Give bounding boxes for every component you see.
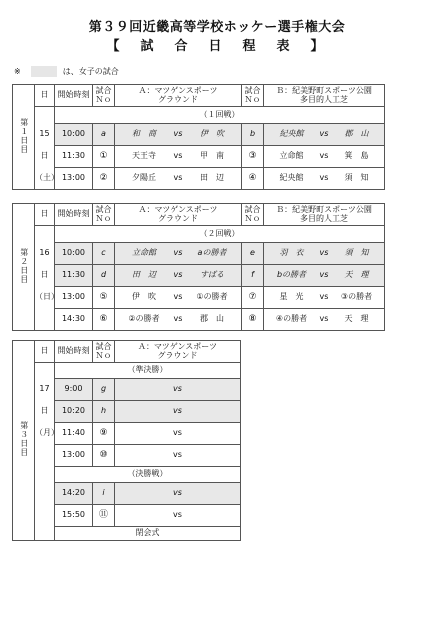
match-time: 14:20 <box>55 483 93 505</box>
team: 立命館 <box>132 248 156 258</box>
vs-label: vs <box>115 423 241 445</box>
match-time: 10:00 <box>55 243 93 265</box>
team: 天王寺 <box>132 151 156 161</box>
match-no: b <box>242 124 264 146</box>
date-number: 16 <box>35 243 55 265</box>
team: 田 辺 <box>132 270 156 280</box>
vs-label: vs <box>319 270 329 280</box>
round-label: （２回戦） <box>55 226 385 243</box>
match-no: ⑪ <box>93 505 115 527</box>
team: aの勝者 <box>197 248 227 258</box>
team: 天 理 <box>344 270 369 280</box>
note-mark: ※ <box>14 67 21 76</box>
header-court-b: Ｂ：紀美野町スポーツ公園 多目的人工芝 <box>264 204 385 226</box>
date-number: 17 <box>35 379 55 401</box>
vs-label: vs <box>173 314 183 324</box>
team: 立命館 <box>279 151 304 161</box>
women-match-swatch <box>31 66 57 77</box>
header-match-no-b: 試合 Ｎｏ <box>242 85 264 107</box>
date-weekday: （月） <box>35 423 55 445</box>
date-weekday-char: 日 <box>35 146 55 168</box>
header-day: 日 <box>35 85 55 107</box>
match-time: 11:30 <box>55 265 93 287</box>
vs-label: vs <box>319 129 329 139</box>
match-no: ④ <box>242 168 264 190</box>
team: 箕 島 <box>344 151 369 161</box>
team: ③の勝者 <box>340 292 373 302</box>
vs-label: vs <box>173 292 183 302</box>
match-time: 13:00 <box>55 287 93 309</box>
match-time: 9:00 <box>55 379 93 401</box>
header-day: 日 <box>35 341 55 363</box>
team: bの勝者 <box>276 270 307 280</box>
team: 天 理 <box>344 314 369 324</box>
match-no: ⑩ <box>93 445 115 467</box>
day3-label: 第３日目 <box>19 421 29 458</box>
match-no: g <box>93 379 115 401</box>
match-no: ⑤ <box>93 287 115 309</box>
team: 紀央館 <box>279 129 304 139</box>
header-court-a: Ａ：マツゲンスポーツ グラウンド <box>115 341 241 363</box>
note-text: は、女子の試合 <box>62 67 119 76</box>
day1-table <box>12 84 385 190</box>
match-time: 14:30 <box>55 309 93 331</box>
final-label: （決勝戦） <box>55 467 241 483</box>
header-match-no: 試合 Ｎｏ <box>93 341 115 363</box>
team: ①の勝者 <box>196 292 228 302</box>
match-time: 13:00 <box>55 168 93 190</box>
team: 羽 衣 <box>279 248 304 258</box>
match-time: 11:30 <box>55 146 93 168</box>
match-time: 11:40 <box>55 423 93 445</box>
team: 須 知 <box>344 248 369 258</box>
date-weekday: （土） <box>35 168 55 190</box>
team: 田 辺 <box>200 173 224 183</box>
team: 和 商 <box>132 129 156 139</box>
match-no: ⑦ <box>242 287 264 309</box>
vs-label: vs <box>173 173 183 183</box>
match-no: c <box>93 243 115 265</box>
header-start-time: 開始時刻 <box>55 204 93 226</box>
team: 星 光 <box>279 292 304 302</box>
vs-label: vs <box>319 173 329 183</box>
vs-label: vs <box>115 379 241 401</box>
match-no: d <box>93 265 115 287</box>
vs-label: vs <box>115 505 241 527</box>
match-no: ① <box>93 146 115 168</box>
day2-label: 第２日目 <box>19 247 29 284</box>
semifinal-label: （準決勝） <box>55 363 241 379</box>
team: ④の勝者 <box>275 314 308 324</box>
closing-ceremony: 閉会式 <box>55 527 241 541</box>
match-no: ⑨ <box>93 423 115 445</box>
team: 伊 吹 <box>200 129 224 139</box>
document-title: 第３９回近畿高等学校ホッケー選手権大会 <box>88 20 346 35</box>
header-day: 日 <box>35 204 55 226</box>
day3-table <box>12 340 241 541</box>
header-match-no: 試合 Ｎｏ <box>93 204 115 226</box>
match-no: ⑥ <box>93 309 115 331</box>
vs-label: vs <box>173 270 183 280</box>
match-no: f <box>242 265 264 287</box>
team: 須 知 <box>344 173 369 183</box>
vs-label: vs <box>319 248 329 258</box>
team: 伊 吹 <box>132 292 156 302</box>
team: 郡 山 <box>200 314 224 324</box>
date-weekday-char: 日 <box>35 265 55 287</box>
date-weekday: （日） <box>35 287 55 309</box>
match-no: ⑧ <box>242 309 264 331</box>
match-no: e <box>242 243 264 265</box>
vs-label: vs <box>319 292 329 302</box>
team: 郡 山 <box>344 129 369 139</box>
legend-note <box>14 66 119 77</box>
match-time: 10:00 <box>55 124 93 146</box>
vs-label: vs <box>115 401 241 423</box>
team: ②の勝者 <box>128 314 160 324</box>
day2-table <box>12 203 385 331</box>
team: 甲 南 <box>200 151 224 161</box>
day1-label: 第１日目 <box>19 117 29 154</box>
match-no: ② <box>93 168 115 190</box>
vs-label: vs <box>173 248 183 258</box>
round-label: （１回戦） <box>55 107 385 124</box>
date-number: 15 <box>35 124 55 146</box>
match-time: 10:20 <box>55 401 93 423</box>
match-no: i <box>93 483 115 505</box>
header-start-time: 開始時刻 <box>55 341 93 363</box>
header-match-no-b: 試合 Ｎｏ <box>242 204 264 226</box>
vs-label: vs <box>173 151 183 161</box>
header-court-a: Ａ：マツゲンスポーツ グラウンド <box>115 204 242 226</box>
header-court-a: Ａ：マツゲンスポーツ グラウンド <box>115 85 242 107</box>
team: 夕陽丘 <box>132 173 156 183</box>
team: すばる <box>200 270 224 280</box>
vs-label: vs <box>173 129 183 139</box>
header-match-no: 試合 Ｎｏ <box>93 85 115 107</box>
team: 紀央館 <box>279 173 304 183</box>
header-start-time: 開始時刻 <box>55 85 93 107</box>
header-court-b: Ｂ：紀美野町スポーツ公園 多目的人工芝 <box>264 85 385 107</box>
vs-label: vs <box>115 483 241 505</box>
vs-label: vs <box>319 314 329 324</box>
match-no: h <box>93 401 115 423</box>
vs-label: vs <box>115 445 241 467</box>
match-no: ③ <box>242 146 264 168</box>
match-no: a <box>93 124 115 146</box>
date-weekday-char: 日 <box>35 401 55 423</box>
document-subtitle: 【 試 合 日 程 表 】 <box>106 39 328 54</box>
vs-label: vs <box>319 151 329 161</box>
match-time: 15:50 <box>55 505 93 527</box>
match-time: 13:00 <box>55 445 93 467</box>
